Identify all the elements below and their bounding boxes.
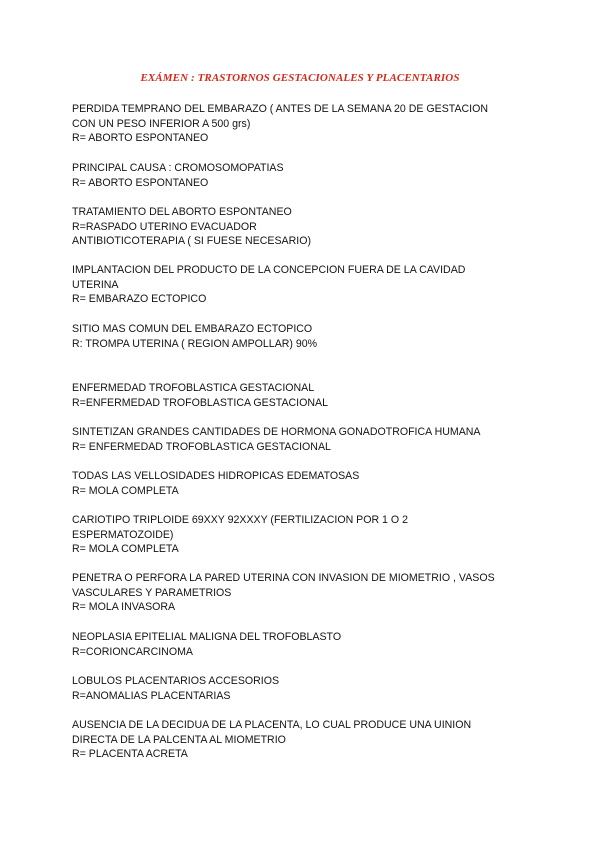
question-block-10 — [72, 571, 532, 615]
question-line: NEOPLASIA EPITELIAL MALIGNA DEL TROFOBLASTO — [72, 631, 342, 643]
question-line: UTERINA — [72, 278, 119, 291]
question-block-2 — [72, 161, 532, 190]
question-line: PERDIDA TEMPRANO DEL EMBARAZO ( ANTES DE LA SEMANA 20 DE GESTACION — [72, 103, 489, 115]
question-line: TODAS LAS VELLOSIDADES HIDROPICAS EDEMATOSAS — [72, 470, 360, 482]
answer-line: R=ANOMALIAS PLACENTARIAS — [72, 689, 231, 702]
question-line: ESPERMATOZOIDE) — [72, 528, 174, 541]
question-line: IMPLANTACION DEL PRODUCTO DE LA CONCEPCION FUERA DE LA CAVIDAD — [72, 264, 466, 276]
answer-line: R=RASPADO UTERINO EVACUADOR — [72, 220, 257, 233]
question-block-5 — [72, 322, 532, 351]
question-block-6 — [72, 381, 532, 410]
question-block-12 — [72, 674, 532, 703]
answer-line: R= MOLA COMPLETA — [72, 484, 179, 497]
question-line: LOBULOS PLACENTARIOS ACCESORIOS — [72, 675, 280, 687]
answer-line: R= EMBARAZO ECTOPICO — [72, 293, 207, 305]
answer-line: R= MOLA COMPLETA — [72, 543, 179, 555]
question-line: VASCULARES Y PARAMETRIOS — [72, 586, 232, 599]
question-block-13 — [72, 718, 532, 762]
question-line: TRATAMIENTO DEL ABORTO ESPONTANEO — [72, 206, 292, 218]
exam-title: EXÁMEN : TRASTORNOS GESTACIONALES Y PLACENTARIOS — [140, 72, 460, 84]
question-line: SINTETIZAN GRANDES CANTIDADES DE HORMONA GONADOTROFICA HUMANA — [72, 426, 481, 438]
question-line: CON UN PESO INFERIOR A 500 grs) — [72, 117, 251, 130]
question-line: PRINCIPAL CAUSA : CROMOSOMOPATIAS — [72, 162, 284, 174]
question-block-4 — [72, 263, 532, 307]
question-line: SITIO MAS COMUN DEL EMBARAZO ECTOPICO — [72, 323, 313, 335]
question-line: CARIOTIPO TRIPLOIDE 69XXY 92XXXY (FERTILIZACION POR 1 O 2 — [72, 514, 408, 526]
answer-line: R= ABORTO ESPONTANEO — [72, 176, 209, 189]
question-block-11 — [72, 630, 532, 659]
question-line: AUSENCIA DE LA DECIDUA DE LA PLACENTA, LO CUAL PRODUCE UNA UINION — [72, 719, 472, 731]
answer-line: ANTIBIOTICOTERAPIA ( SI FUESE NECESARIO) — [72, 235, 311, 247]
question-block-1 — [72, 102, 532, 146]
question-block-8 — [72, 469, 532, 498]
answer-line: R= ENFERMEDAD TROFOBLASTICA GESTACIONAL — [72, 440, 331, 453]
answer-line: R= ABORTO ESPONTANEO — [72, 132, 209, 144]
answer-line: R= MOLA INVASORA — [72, 601, 176, 613]
question-line: PENETRA O PERFORA LA PARED UTERINA CON INVASION DE MIOMETRIO , VASOS — [72, 572, 495, 584]
question-line: ENFERMEDAD TROFOBLASTICA GESTACIONAL — [72, 382, 315, 394]
question-block-7 — [72, 425, 532, 454]
answer-line: R=CORIONCARCINOMA — [72, 645, 193, 658]
question-block-3 — [72, 205, 532, 249]
answer-line: R=ENFERMEDAD TROFOBLASTICA GESTACIONAL — [72, 396, 328, 409]
answer-line: R: TROMPA UTERINA ( REGION AMPOLLAR) 90% — [72, 337, 318, 350]
question-block-9 — [72, 513, 532, 557]
answer-line: R= PLACENTA ACRETA — [72, 748, 188, 760]
question-line: DIRECTA DE LA PALCENTA AL MIOMETRIO — [72, 733, 286, 746]
